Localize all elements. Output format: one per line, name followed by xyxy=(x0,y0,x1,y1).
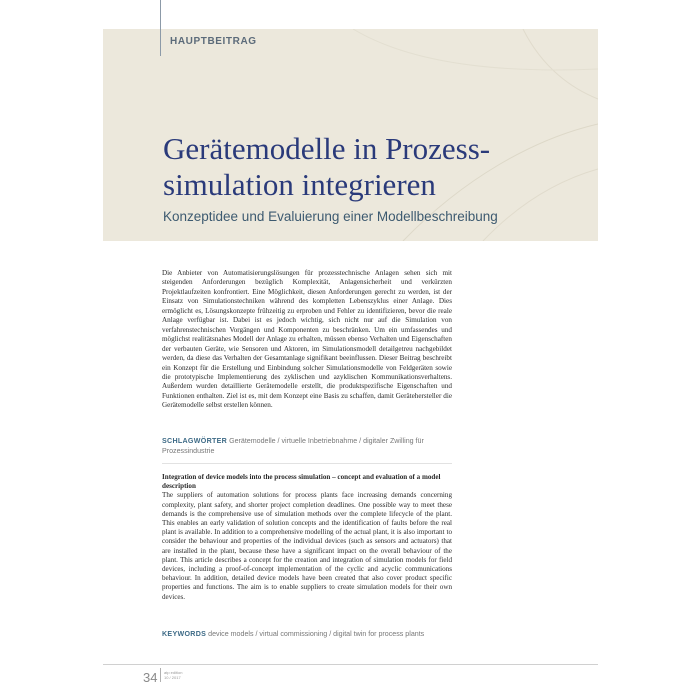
keywords-german xyxy=(162,436,462,456)
keywords-english-label: KEYWORDS xyxy=(162,630,207,638)
article-title-line-1: Gerätemodelle in Prozess- xyxy=(163,131,491,166)
keywords-german-label: SCHLAGWÖRTER xyxy=(162,437,228,445)
article-title xyxy=(163,131,583,203)
issue-number: 10 / 2017 xyxy=(164,675,181,680)
keywords-english xyxy=(162,629,462,639)
abstract-german xyxy=(162,269,452,411)
issue-journal: atp edition xyxy=(164,670,183,675)
abstract-english xyxy=(162,473,452,602)
article-title-line-2: simulation integrieren xyxy=(163,167,436,202)
section-label: HAUPTBEITRAG xyxy=(170,36,257,47)
header-rule xyxy=(160,0,161,56)
abstract-english-title: Integration of device models into the process simulation – concept and evaluation of a model description xyxy=(162,473,441,491)
keywords-english-values: device models / virtual commissioning / digital twin for process plants xyxy=(208,630,425,638)
abstract-divider xyxy=(162,463,452,464)
abstract-german-text: Die Anbieter von Automatisierungslösungen für prozesstechnische Anlagen sehen sich mit steigenden Anforderungen bezüglich Komplexität, Anlagensicherheit und verkürzten Projektlaufzeiten konfrontiert. Eine Möglichkeit, diesen Anforderungen gerecht zu werden, ist der Einsatz von Simulationstechniken während des kompletten Lebenszyklus einer Anlage. Dies ermöglicht es, Lösungskonzepte frühzeitig zu erproben und Fehler zu identifizieren, bevor die reale Anlage verfügbar ist. Dabei ist es jedoch wichtig, sich nicht nur auf die Simulation von verfahrenstechnischen Vorgängen und Komponenten zu beschränken. Um ein umfassendes und möglichst realitätsnahes Modell der Anlage zu erhalten, müssen ebenso Verhalten und Eigenschaften der verbauten Geräte, wie Sensoren und Aktoren, im Simulationsmodell detailgetreu nachgebildet werden, da diese das Verhalten der Gesamtanlage signifikant beeinflussen. Dieser Beitrag beschreibt ein Konzept für die Erstellung und Einbindung solcher Simulationsmodelle von Feldgeräten sowie die prototypische Implementierung des zyklischen und azyklischen Kommunikationsverhaltens. Außerdem wurden detaillierte Gerätemodelle erstellt, die produktspezifische Eigenschaften und Funktionen enthalten. Ziel ist es, mit dem Konzept eine Basis zu schaffen, damit Gerätehersteller die Gerätemodelle selbst erstellen können. xyxy=(162,269,452,410)
page-number-separator xyxy=(160,668,161,682)
abstract-english-text: The suppliers of automation solutions for process plants face increasing demands concerning complexity, plant safety, and shorter project completion deadlines. One possible way to meet these demands is the comprehensive use of simulation methods over the complete lifecycle of the plant. This enables an early validation of solution concepts and the identification of faults before the real plant is available. In addition to a comprehensive modelling of the actual plant, it is also important to consider the behaviour and properties of the individual devices (such as sensors and actuators) that are installed in the plant, because these have a significant impact on the overall behaviour of the plant. This article describes a concept for the creation and integration of simulation models for field devices, including a proof-of-concept implementation of the cyclic and acyclic communications behaviour. In addition, detailed device models have been created that also cover product specific properties and functions. The aim is to enable suppliers to create simulation models for their own devices. xyxy=(162,491,452,601)
footer-rule xyxy=(103,664,598,665)
article-subtitle: Konzeptidee und Evaluierung einer Modellbeschreibung xyxy=(163,209,498,224)
issue-info xyxy=(164,670,182,680)
keywords-german-values: Gerätemodelle / virtuelle Inbetriebnahme / digitaler Zwilling für Prozessindustrie xyxy=(162,437,424,455)
page-number: 34 xyxy=(143,670,158,685)
